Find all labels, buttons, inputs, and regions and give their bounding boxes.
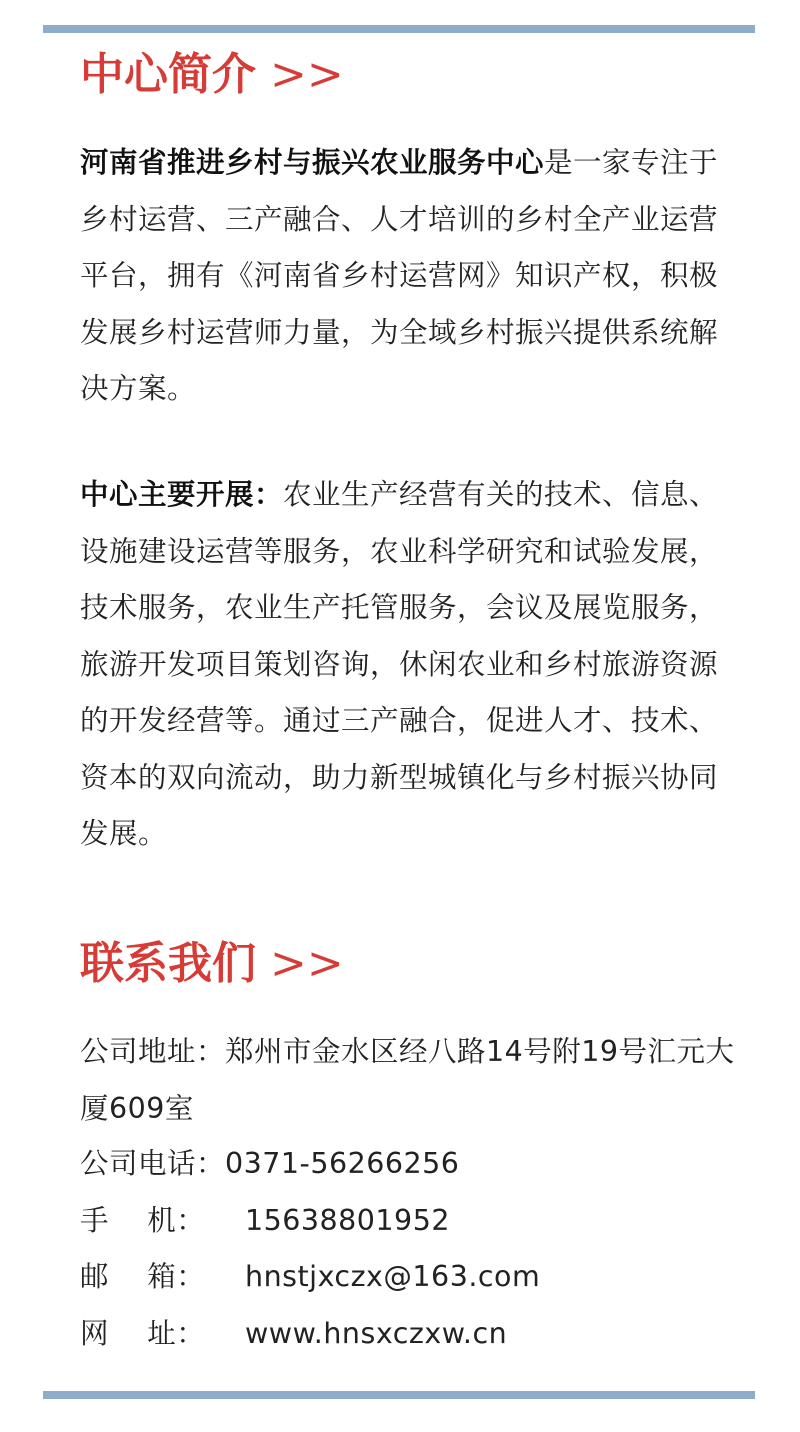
email-value: hnstjxczx@163.com bbox=[245, 1260, 541, 1293]
contact-address bbox=[80, 1024, 740, 1137]
intro-heading-text: 中心简介 bbox=[80, 49, 256, 100]
bottom-divider bbox=[43, 1391, 755, 1399]
contact-web-row bbox=[80, 1306, 740, 1363]
scope-label: 中心主要开展： bbox=[80, 478, 284, 511]
intro-body: 是一家专注于乡村运营、三产融合、人才培训的乡村全产业运营平台，拥有《河南省乡村运营网》知识产权，积极发展乡村运营师力量，为全域乡村振兴提供系统解决方案。 bbox=[80, 146, 719, 405]
contact-heading-arrows: >> bbox=[270, 938, 344, 989]
intro-paragraph bbox=[80, 135, 720, 418]
web-label: 网 址： bbox=[80, 1316, 206, 1350]
contact-mobile-row bbox=[80, 1193, 740, 1250]
scope-paragraph bbox=[80, 467, 720, 863]
top-divider bbox=[43, 25, 755, 33]
address-label: 公司地址： bbox=[80, 1035, 226, 1068]
contact-heading bbox=[80, 934, 344, 994]
intro-heading bbox=[80, 45, 344, 105]
email-label: 邮 箱： bbox=[80, 1260, 206, 1293]
contact-list bbox=[80, 1136, 740, 1362]
contact-heading-text: 联系我们 bbox=[80, 938, 256, 989]
contact-phone-row bbox=[80, 1136, 740, 1193]
web-value: www.hnsxczxw.cn bbox=[245, 1316, 508, 1350]
mobile-label: 手 机： bbox=[80, 1203, 206, 1237]
phone-label: 公司电话： bbox=[80, 1147, 226, 1180]
address-value: 郑州市金水区经八路14号附19号汇元大厦609室 bbox=[80, 1035, 735, 1125]
scope-body: 农业生产经营有关的技术、信息、设施建设运营等服务，农业科学研究和试验发展，技术服务，农业生产托管服务，会议及展览服务，旅游开发项目策划咨询，休闲农业和乡村旅游资源的开发经营等。通过三产融合，促进人才、技术、资本的双向流动，助力新型城镇化与乡村振兴协同发展。 bbox=[80, 478, 719, 850]
org-name: 河南省推进乡村与振兴农业服务中心 bbox=[80, 146, 545, 179]
intro-heading-arrows: >> bbox=[270, 49, 344, 100]
mobile-value: 15638801952 bbox=[245, 1203, 450, 1237]
phone-value: 0371-56266256 bbox=[225, 1147, 460, 1180]
contact-email-row bbox=[80, 1249, 740, 1306]
